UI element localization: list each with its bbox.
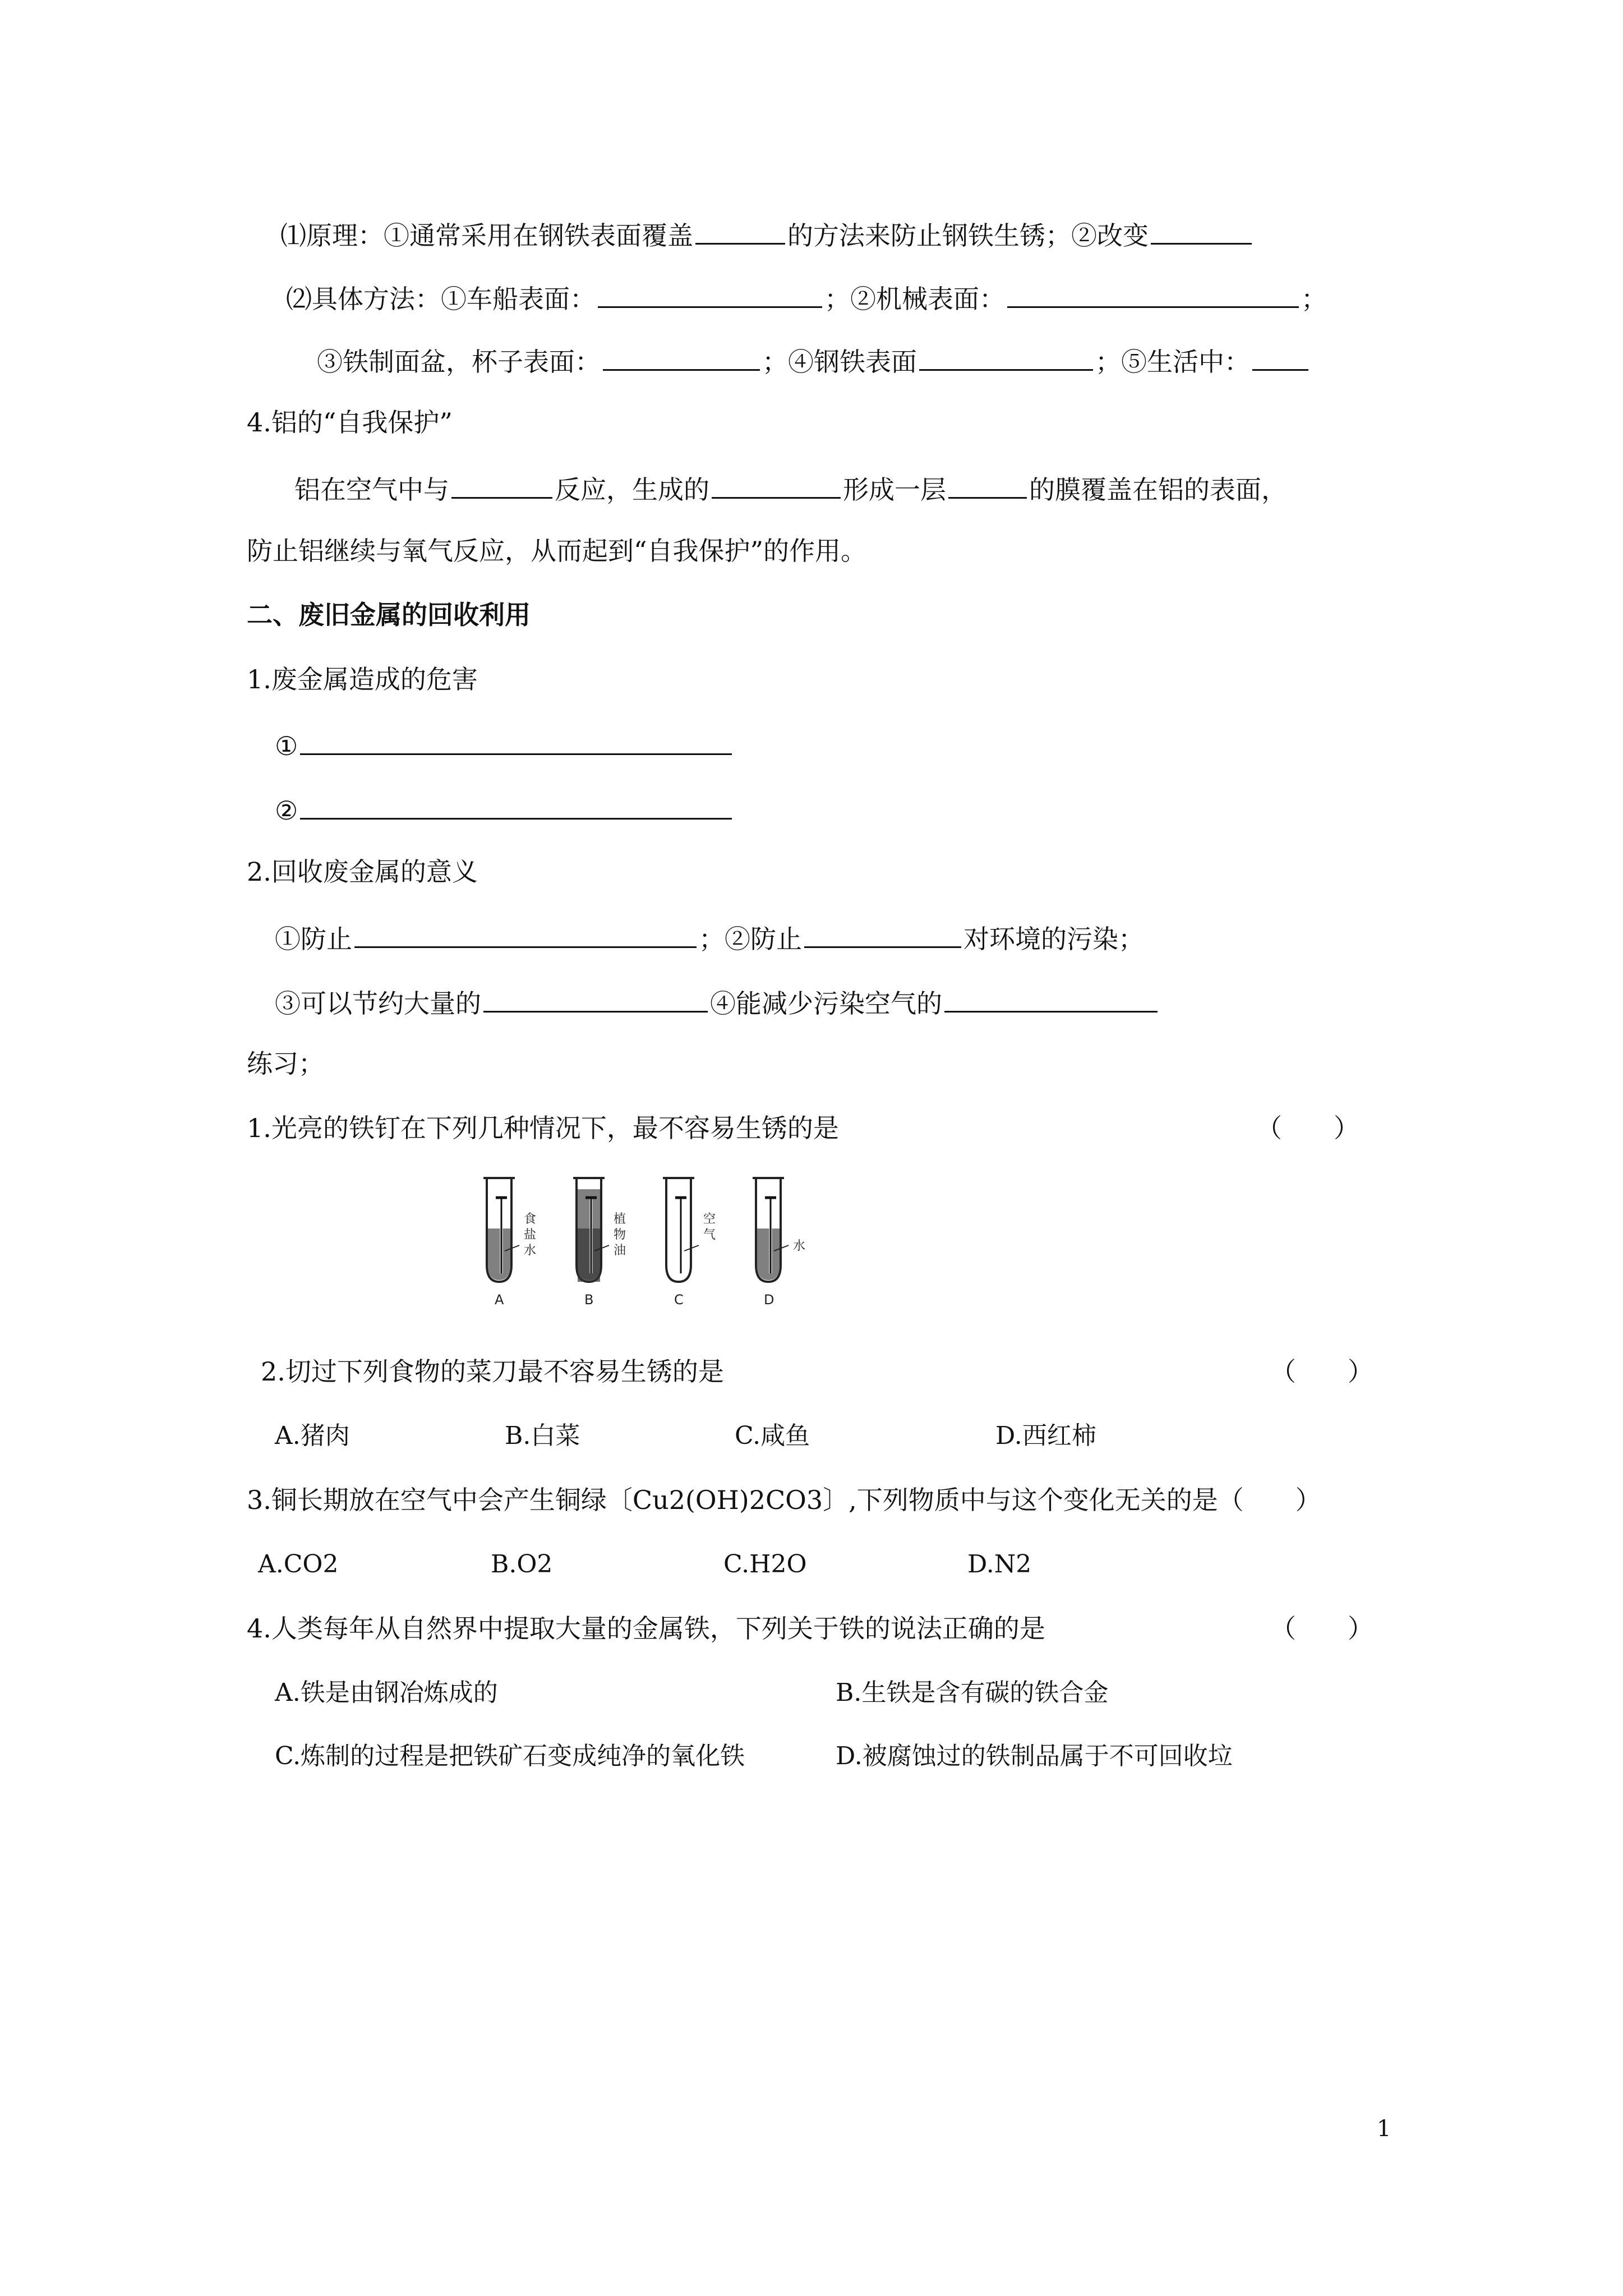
- al-blank-1: [451, 470, 552, 499]
- tube-label-char: 气: [703, 1228, 716, 1242]
- test-tube-d: [753, 1178, 805, 1308]
- al-title: 4.铝的“自我保护”: [247, 407, 453, 438]
- al-p1-d: 的膜覆盖在铝的表面，: [1029, 475, 1287, 505]
- q4-option-d: D.被腐蚀过的铁制品属于不可回收垃: [836, 1742, 1233, 1770]
- harm-item-1: [275, 726, 734, 763]
- harm-marker-1: ①: [275, 731, 298, 761]
- question-1-answer-paren: （ ）: [1256, 1113, 1359, 1143]
- q2-option-b: B.白菜: [505, 1421, 580, 1450]
- harm-blank-2: [300, 791, 732, 820]
- q2-option-c: C.咸鱼: [735, 1421, 810, 1450]
- harm-marker-2: ②: [275, 795, 298, 826]
- q4-option-b: B.生铁是含有碳的铁合金: [836, 1678, 1109, 1707]
- question-4-answer-paren: （ ）: [1270, 1613, 1373, 1644]
- q3-option-c: C.H2O: [723, 1550, 807, 1579]
- meaning-2a: ③可以节约大量的: [275, 988, 481, 1019]
- al-paragraph-1: [294, 470, 1287, 507]
- principle-blank-2: [1151, 216, 1252, 245]
- principle-line: [280, 216, 1254, 252]
- al-p1-c: 形成一层: [843, 475, 946, 505]
- meaning-line-1: [275, 919, 1144, 956]
- question-1: 1.光亮的铁钉在下列几种情况下，最不容易生锈的是: [247, 1113, 839, 1143]
- tube-label-char: 油: [614, 1244, 626, 1258]
- tube-label-char: 空: [703, 1212, 716, 1226]
- methods2-prefix: ③铁制面盆，杯子表面：: [317, 347, 601, 377]
- test-tubes-figure: [477, 1167, 824, 1313]
- section-heading: 二、废旧金属的回收利用: [247, 600, 531, 630]
- harm-title: 1.废金属造成的危害: [247, 664, 478, 694]
- question-3: 3.铜长期放在空气中会产生铜绿〔Cu2(OH)2CO3〕,下列物质中与这个变化无关的是（ ）: [247, 1485, 1321, 1515]
- meaning-1a: ①防止: [275, 924, 352, 954]
- question-2-answer-paren: （ ）: [1270, 1356, 1373, 1387]
- meaning-blank-4: [944, 984, 1158, 1013]
- test-tube-b: [573, 1178, 626, 1308]
- meaning-blank-3: [483, 984, 708, 1013]
- q3-option-a: A.CO2: [258, 1550, 339, 1579]
- q3-option-d: D.N2: [967, 1550, 1032, 1579]
- q4-option-a: A.铁是由钢冶炼成的: [275, 1678, 498, 1707]
- test-tube-c: [663, 1178, 716, 1308]
- meaning-1c: 对环境的污染；: [963, 924, 1144, 954]
- meaning-blank-1: [354, 919, 697, 948]
- methods2-blank-3: [1252, 342, 1308, 371]
- meaning-2b: ④能减少污染空气的: [710, 988, 942, 1019]
- principle-prefix: ⑴原理：①通常采用在钢铁表面覆盖: [280, 220, 693, 251]
- methods2-blank-1: [603, 342, 760, 371]
- al-blank-2: [712, 470, 841, 499]
- tube-letter: D: [764, 1292, 774, 1308]
- harm-blank-1: [300, 726, 732, 755]
- meaning-1b: ；②防止: [699, 924, 802, 954]
- question-4: 4.人类每年从自然界中提取大量的金属铁，下列关于铁的说法正确的是: [247, 1613, 1045, 1644]
- principle-mid: 的方法来防止钢铁生锈；②改变: [787, 220, 1149, 251]
- methods-blank-1: [598, 279, 822, 308]
- methods2-sep1: ；④钢铁表面: [762, 347, 917, 377]
- al-p1-b: 反应，生成的: [555, 475, 709, 505]
- tube-letter: C: [674, 1292, 684, 1308]
- methods-line: [286, 279, 1327, 316]
- page-number: 1: [1377, 2116, 1391, 2142]
- test-tube-a: [483, 1178, 536, 1308]
- q3-option-b: B.O2: [491, 1550, 553, 1579]
- tube-label-char: 盐: [524, 1228, 537, 1242]
- tube-label-char: 水: [793, 1239, 806, 1253]
- q4-option-c: C.炼制的过程是把铁矿石变成纯净的氧化铁: [275, 1742, 745, 1770]
- al-blank-3: [948, 470, 1027, 499]
- q2-option-a: A.猪肉: [275, 1421, 350, 1450]
- tube-letter: B: [584, 1292, 594, 1308]
- q2-option-d: D.西红柿: [995, 1421, 1096, 1450]
- principle-blank-1: [695, 216, 785, 245]
- al-paragraph-2: 防止铝继续与氧气反应，从而起到“自我保护”的作用。: [247, 536, 867, 566]
- practice-title: 练习；: [247, 1048, 324, 1079]
- al-p1-a: 铝在空气中与: [294, 475, 449, 505]
- tube-label-char: 植: [614, 1212, 626, 1226]
- meaning-title: 2.回收废金属的意义: [247, 857, 478, 887]
- methods-blank-2: [1007, 279, 1299, 308]
- tube-letter: A: [495, 1292, 504, 1308]
- methods-sep: ；②机械表面：: [824, 284, 1005, 314]
- meaning-line-2: [275, 984, 1160, 1020]
- methods2-blank-2: [919, 342, 1093, 371]
- tube-label-char: 物: [614, 1228, 626, 1242]
- tube-label-char: 水: [524, 1244, 537, 1258]
- tube-label-char: 食: [524, 1212, 537, 1226]
- methods-prefix: ⑵具体方法：①车船表面：: [286, 284, 596, 314]
- methods-end: ；: [1301, 284, 1327, 314]
- harm-item-2: [275, 791, 734, 827]
- meaning-blank-2: [804, 919, 961, 948]
- question-2: 2.切过下列食物的菜刀最不容易生锈的是: [261, 1356, 724, 1387]
- methods2-sep2: ；⑤生活中：: [1095, 347, 1250, 377]
- methods2-line: [317, 342, 1311, 379]
